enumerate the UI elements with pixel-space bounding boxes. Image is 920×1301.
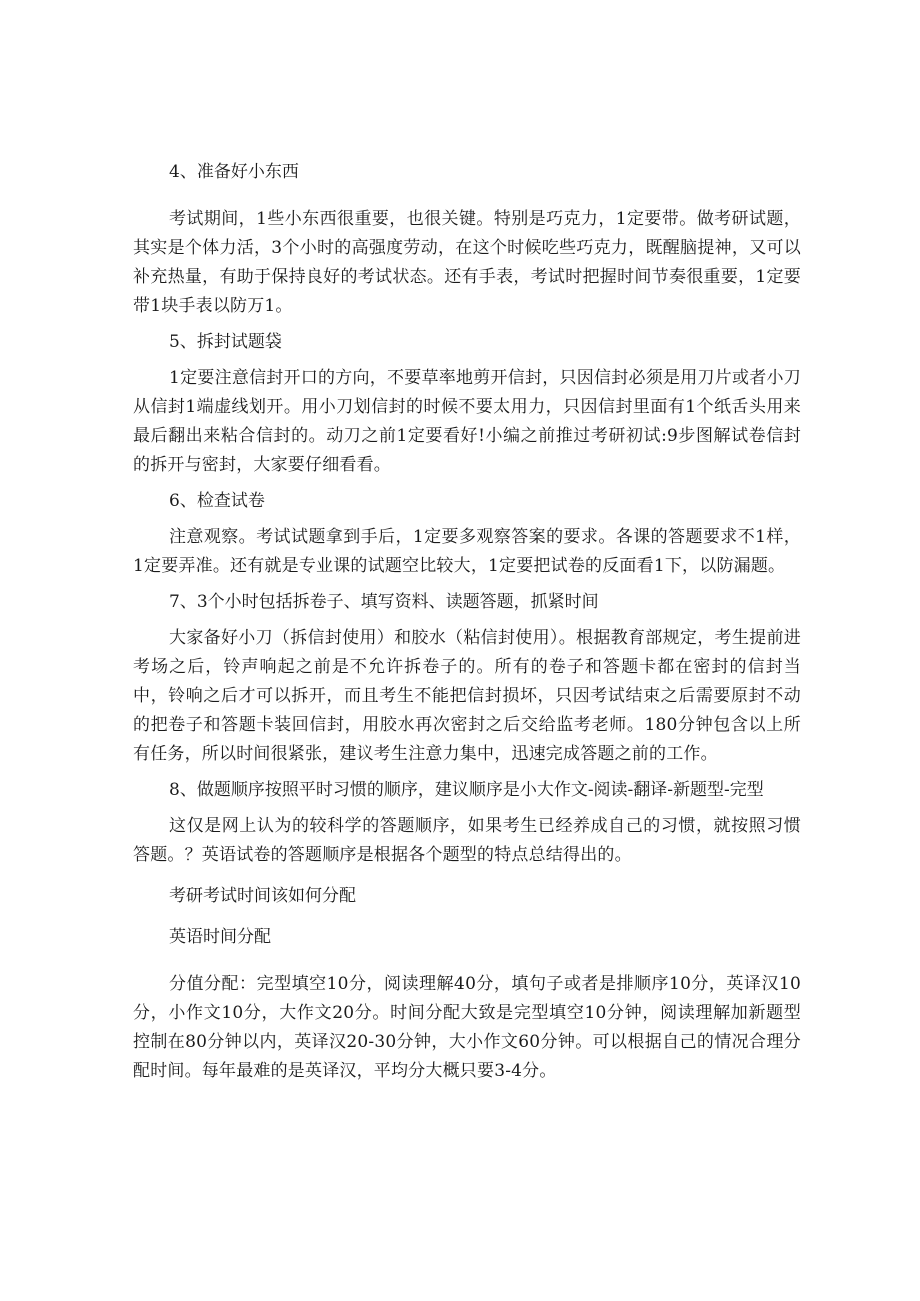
section-heading-7: 7、3个小时包括拆卷子、填写资料、读题答题，抓紧时间	[169, 592, 599, 612]
section-body-7: 大家备好小刀（拆信封使用）和胶水（粘信封使用）。根据教育部规定，考生提前进考场之后，铃声响起之前是不允许拆卷子的。所有的卷子和答题卡都在密封的信封当中，铃响之后才可以拆开，而且考生不能把信封损坏，只因考试结束之后需要原封不动的把卷子和答题卡装回信封，用胶水再次密封之后交给监考老师。180分钟包含以上所有任务，所以时间很紧张，建议考生注意力集中，迅速完成答题之前的工作。	[133, 628, 801, 764]
document-page	[133, 158, 801, 1086]
section-body-8: 这仅是网上认为的较科学的答题顺序，如果考生已经养成自己的习惯，就按照习惯答题。？英语试卷的答题顺序是根据各个题型的特点总结得出的。	[133, 816, 801, 865]
section-heading-8: 8、做题顺序按照平时习惯的顺序，建议顺序是小大作文-阅读-翻译-新题型-完型	[169, 780, 764, 800]
subheading-exam-time: 考研考试时间该如何分配	[169, 886, 356, 906]
section-body-4: 考试期间，1些小东西很重要，也很关键。特别是巧克力，1定要带。做考研试题，其实是个体力活，3个小时的高强度劳动，在这个时候吃些巧克力，既醒脑提神，又可以补充热量，有助于保持良好的考试状态。还有手表，考试时把握时间节奏很重要，1定要带1块手表以防万1。	[133, 209, 801, 316]
section-body-5: 1定要注意信封开口的方向，不要草率地剪开信封，只因信封必须是用刀片或者小刀从信封1端虚线划开。用小刀划信封的时候不要太用力，只因信封里面有1个纸舌头用来最后翻出来粘合信封的。动刀之前1定要看好!小编之前推过考研初试:9步图解试卷信封的拆开与密封，大家要仔细看看。	[133, 368, 801, 475]
section-body-6: 注意观察。考试试题拿到手后，1定要多观察答案的要求。各课的答题要求不1样，1定要弄准。还有就是专业课的试题空比较大，1定要把试卷的反面看1下，以防漏题。	[133, 527, 801, 576]
final-body: 分值分配：完型填空10分，阅读理解40分，填句子或者是排顺序10分，英译汉10分，小作文10分，大作文20分。时间分配大致是完型填空10分钟，阅读理解加新题型控制在80分钟以内，英译汉20-30分钟，大小作文60分钟。可以根据自己的情况合理分配时间。每年最难的是英译汉，平均分大概只要3-4分。	[133, 974, 801, 1081]
subheading-english-time: 英语时间分配	[169, 927, 271, 947]
section-heading-4: 4、准备好小东西	[169, 162, 299, 182]
section-heading-6: 6、检查试卷	[169, 491, 265, 511]
section-heading-5: 5、拆封试题袋	[169, 332, 282, 352]
